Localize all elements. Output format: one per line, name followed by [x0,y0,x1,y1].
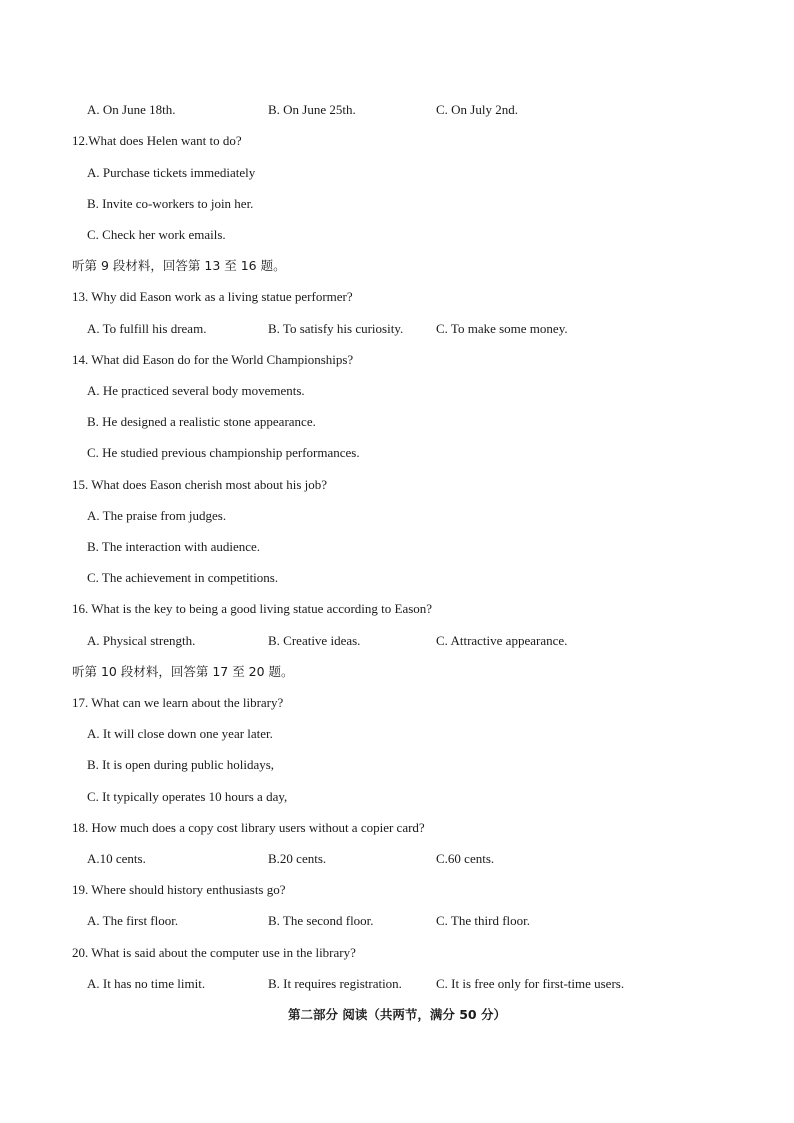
q14-option-b: B. He designed a realistic stone appearance. [87,414,316,429]
q16-option-b: B. Creative ideas. [268,633,361,648]
q15-stem: 15. What does Eason cherish most about his job? [72,477,328,492]
q11-option-b: B. On June 25th. [268,102,356,117]
q13-option-b: B. To satisfy his curiosity. [268,321,404,336]
q15-option-b: B. The interaction with audience. [87,539,261,554]
q15-option-c: C. The achievement in competitions. [87,570,279,585]
q20-option-a: A. It has no time limit. [87,976,206,991]
q18-option-c: C.60 cents. [436,851,495,866]
part-2-heading: 第二部分 阅读（共两节，满分 50 分） [288,1007,506,1022]
q14-option-c: C. He studied previous championship performances. [87,445,360,460]
q17-option-b: B. It is open during public holidays, [87,757,275,772]
q13-option-a: A. To fulfill his dream. [87,321,207,336]
q18-stem: 18. How much does a copy cost library users without a copier card? [72,820,425,835]
q16-option-c: C. Attractive appearance. [436,633,568,648]
q12-stem: 12.What does Helen want to do? [72,133,242,148]
section-10-instruction: 听第 10 段材料，回答第 17 至 20 题。 [72,664,294,679]
q16-option-a: A. Physical strength. [87,633,196,648]
q12-option-c: C. Check her work emails. [87,227,226,242]
q19-option-a: A. The first floor. [87,913,179,928]
q19-option-b: B. The second floor. [268,913,374,928]
q15-option-a: A. The praise from judges. [87,508,227,523]
q17-stem: 17. What can we learn about the library? [72,695,284,710]
q11-option-c: C. On July 2nd. [436,102,518,117]
q19-stem: 19. Where should history enthusiasts go? [72,882,286,897]
q18-option-a: A.10 cents. [87,851,146,866]
q14-stem: 14. What did Eason do for the World Championships? [72,352,354,367]
q16-stem: 16. What is the key to being a good living statue according to Eason? [72,601,433,616]
q14-option-a: A. He practiced several body movements. [87,383,305,398]
q20-stem: 20. What is said about the computer use in the library? [72,945,356,960]
q13-stem: 13. Why did Eason work as a living statue performer? [72,289,353,304]
q12-option-a: A. Purchase tickets immediately [87,165,256,180]
q12-option-b: B. Invite co-workers to join her. [87,196,254,211]
q18-option-b: B.20 cents. [268,851,327,866]
q17-option-c: C. It typically operates 10 hours a day, [87,789,288,804]
q20-option-b: B. It requires registration. [268,976,402,991]
section-9-instruction: 听第 9 段材料，回答第 13 至 16 题。 [72,258,286,273]
q11-option-a: A. On June 18th. [87,102,176,117]
q19-option-c: C. The third floor. [436,913,531,928]
q17-option-a: A. It will close down one year later. [87,726,273,741]
q13-option-c: C. To make some money. [436,321,568,336]
q20-option-c: C. It is free only for first-time users. [436,976,625,991]
